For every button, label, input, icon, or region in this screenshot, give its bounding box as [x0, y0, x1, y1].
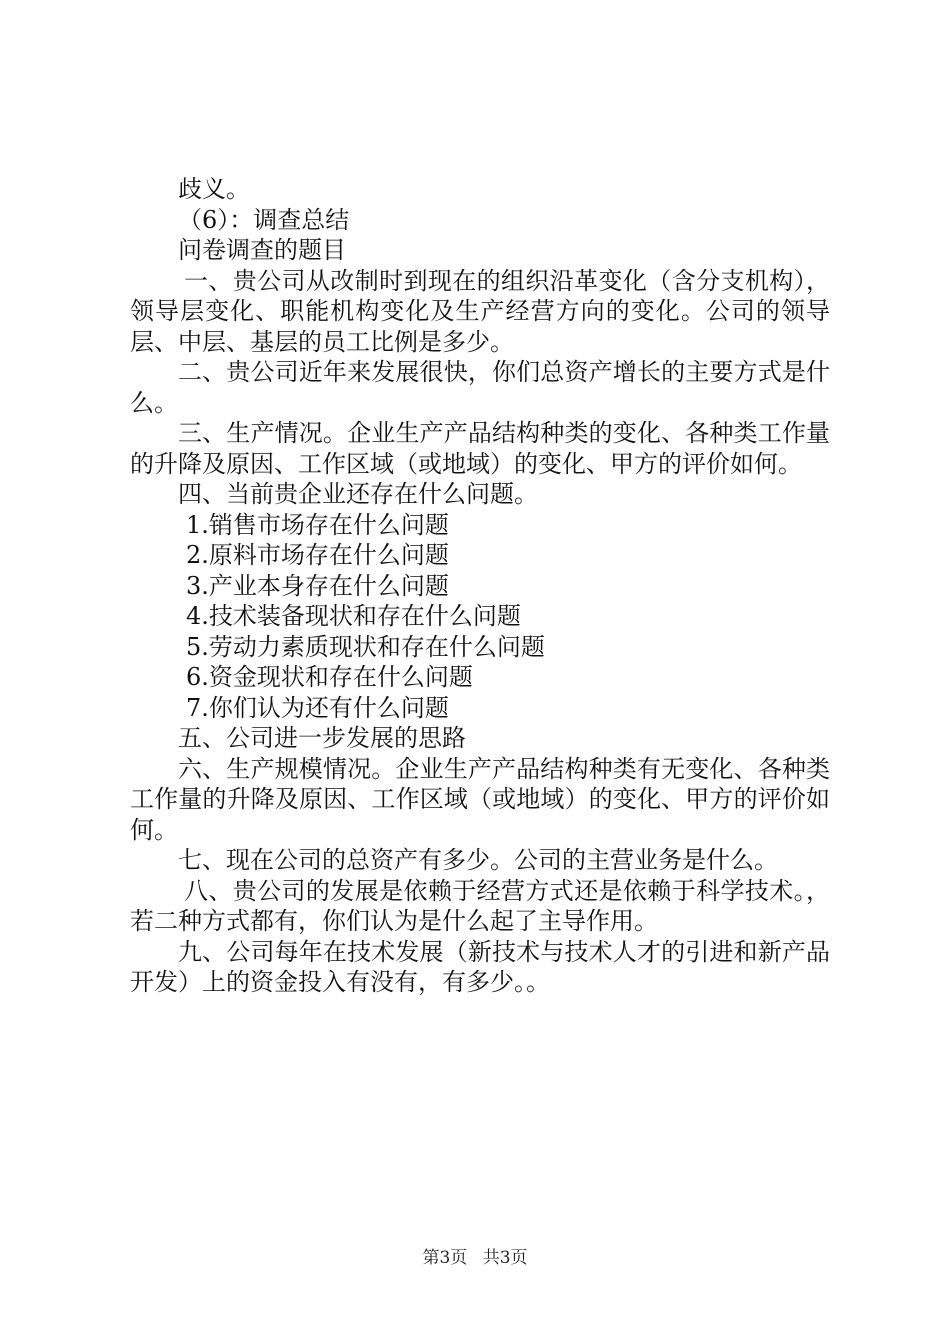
question-1: 一、贵公司从改制时到现在的组织沿革变化（含分支机构），领导层变化、职能机构变化及生产经营方向的变化。公司的领导层、中层、基层的员工比例是多少。 — [130, 266, 830, 356]
heading-survey-summary: （6）：调查总结 — [178, 205, 350, 234]
question-8: 八、贵公司的发展是依赖于经营方式还是依赖于科学技术。，若二种方式都有，你们认为是什么起了主导作用。 — [130, 876, 830, 935]
document-body — [130, 174, 830, 998]
question-6: 六、生产规模情况。企业生产产品结构种类有无变化、各种类工作量的升降及原因、工作区域（或地域）的变化、甲方的评价如何。 — [130, 754, 830, 844]
page-footer — [0, 1243, 950, 1268]
page-total: 共3页 — [482, 1248, 528, 1268]
question-4: 四、当前贵企业还存在什么问题。 — [178, 480, 538, 508]
question-5: 五、公司进一步发展的思路 — [178, 724, 466, 752]
sub-question-4: 4.技术装备现状和存在什么问题 — [186, 602, 521, 630]
sub-question-3: 3.产业本身存在什么问题 — [186, 571, 449, 600]
heading-questionnaire-topics: 问卷调查的题目 — [178, 236, 346, 264]
sub-question-5: 5.劳动力素质现状和存在什么问题 — [186, 632, 545, 661]
sub-question-2: 2.原料市场存在什么问题 — [186, 541, 449, 569]
sub-question-1: 1.销售市场存在什么问题 — [186, 510, 449, 539]
question-9: 九、公司每年在技术发展（新技术与技术人才的引进和新产品开发）上的资金投入有没有，有多少。。 — [130, 937, 830, 996]
question-7: 七、现在公司的总资产有多少。公司的主营业务是什么。 — [178, 846, 778, 874]
question-3: 三、生产情况。企业生产产品结构种类的变化、各种类工作量的升降及原因、工作区域（或地域）的变化、甲方的评价如何。 — [130, 419, 830, 478]
page-number: 第3页 — [422, 1248, 468, 1268]
question-2: 二、贵公司近年来发展很快，你们总资产增长的主要方式是什么。 — [130, 358, 830, 417]
sub-question-6: 6.资金现状和存在什么问题 — [186, 663, 473, 691]
sub-question-7: 7.你们认为还有什么问题 — [186, 693, 449, 722]
paragraph-ambiguity: 歧义。 — [178, 175, 250, 203]
